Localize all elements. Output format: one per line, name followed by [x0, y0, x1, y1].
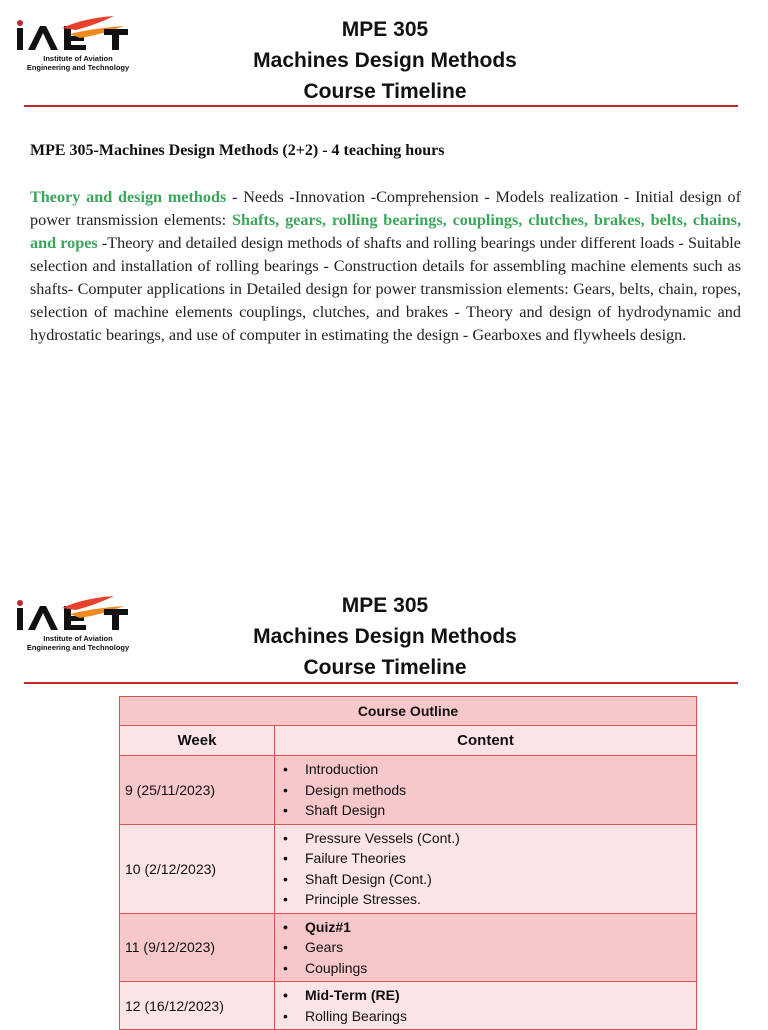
list-item: • Failure Theories [283, 848, 696, 869]
week-cell: 11 (9/12/2023) [120, 913, 275, 982]
logo-subtitle-line1: Institute of Aviation [43, 634, 113, 643]
page-header [200, 14, 570, 107]
list-item: • Principle Stresses. [283, 889, 696, 910]
description-highlight-1: Theory and design methods [30, 188, 227, 206]
content-cell [275, 982, 697, 1030]
content-list [283, 985, 696, 1026]
logo-subtitle-line2: Engineering and Technology [26, 643, 130, 652]
table-body [120, 756, 697, 1030]
table-row [120, 982, 697, 1030]
iaet-logo [14, 594, 134, 656]
list-item: • Pressure Vessels (Cont.) [283, 828, 696, 849]
description-text-2: -Theory and detailed design methods of shafts and rolling bearings under different loads - Suitable selection and installation of rolling bearings - Construction details for assembling machine elements such as shafts- Computer applications in Detailed design for power transmission elements: Gears, belts, chain, ropes, selection of machine elements couplings, clutches, and brakes - Theory and design of hydrodynamic and hydrostatic bearings, and use of computer in estimating the design - Gearboxes and flywheels design. [30, 234, 741, 344]
list-item: • Shaft Design [283, 800, 696, 821]
list-item: • Mid-Term (RE) [283, 985, 696, 1006]
list-item: • Gears [283, 937, 696, 958]
week-cell: 10 (2/12/2023) [120, 824, 275, 913]
table-title: Course Outline [120, 697, 697, 726]
content-cell [275, 824, 697, 913]
table-row [120, 913, 697, 982]
table-row [120, 824, 697, 913]
content-list [283, 917, 696, 979]
content-cell [275, 913, 697, 982]
header-course-code: MPE 305 [341, 594, 429, 617]
week-cell: 12 (16/12/2023) [120, 982, 275, 1030]
list-item: • Rolling Bearings [283, 1006, 696, 1027]
table-row [120, 756, 697, 825]
list-item: • Introduction [283, 759, 696, 780]
list-item: • Shaft Design (Cont.) [283, 869, 696, 890]
logo-subtitle [18, 634, 138, 652]
content-cell [275, 756, 697, 825]
logo-subtitle [18, 54, 138, 72]
iaet-logo-mark-icon [14, 14, 132, 54]
column-header-content: Content [275, 726, 697, 756]
document-page-2 [0, 580, 768, 1024]
week-cell: 9 (25/11/2023) [120, 756, 275, 825]
list-item: • Quiz#1 [283, 917, 696, 938]
course-description [30, 186, 741, 347]
course-outline-table [119, 696, 697, 1030]
description-text-1: - Needs -Innovation -Comprehension - Models realization - Initial design of power transmission elements: [30, 188, 742, 229]
header-course-code: MPE 305 [341, 18, 429, 41]
header-subtitle: Course Timeline [303, 80, 467, 103]
logo-subtitle-line1: Institute of Aviation [43, 54, 113, 63]
list-item: • Design methods [283, 780, 696, 801]
logo-subtitle-line2: Engineering and Technology [26, 63, 130, 72]
course-heading: MPE 305-Machines Design Methods (2+2) - 4 teaching hours [30, 142, 445, 159]
header-divider [24, 105, 738, 107]
header-course-name: Machines Design Methods [253, 625, 517, 648]
list-item: • Couplings [283, 958, 696, 979]
header-divider [24, 682, 738, 684]
header-course-name: Machines Design Methods [253, 49, 517, 72]
page-header [200, 590, 570, 683]
content-list [283, 759, 696, 821]
column-header-week: Week [120, 726, 275, 756]
description-highlight-2: Shafts, gears, rolling bearings, couplings, clutches, brakes, belts, chains, and ropes [30, 211, 741, 252]
iaet-logo [14, 14, 134, 76]
header-subtitle: Course Timeline [303, 656, 467, 679]
content-list [283, 828, 696, 910]
iaet-logo-mark-icon [14, 594, 132, 634]
